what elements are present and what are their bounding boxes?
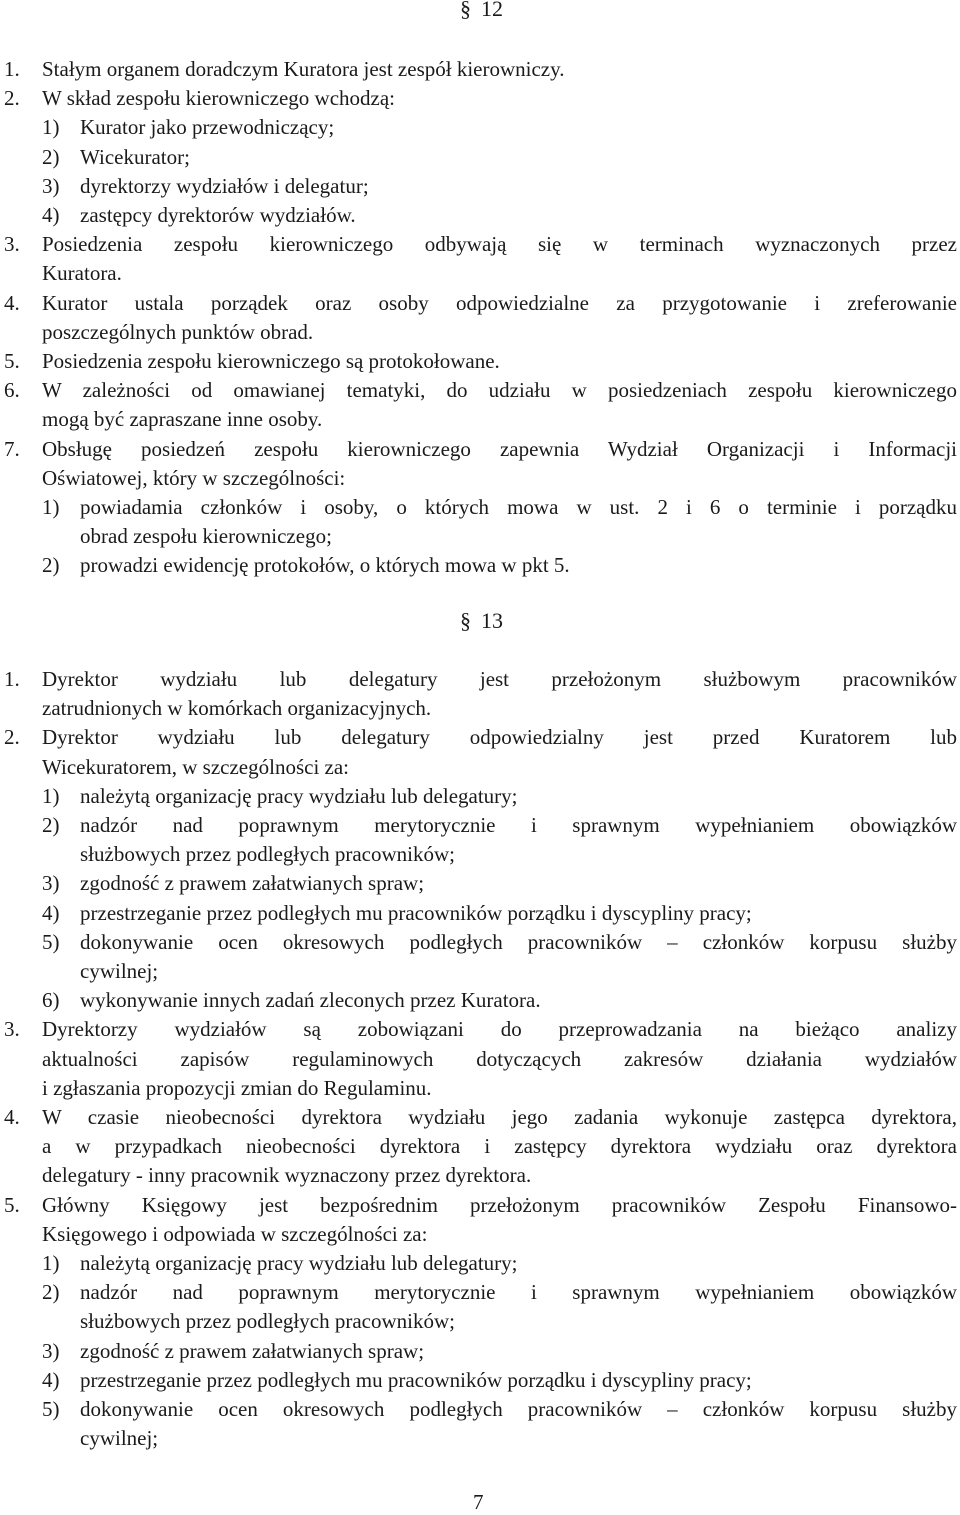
item-number: 3. — [4, 232, 20, 257]
item-text-line: Główny Księgowy jest bezpośrednim przełożonym pracowników Zespołu Finansowo- — [42, 1192, 957, 1217]
item-text-line: Kurator ustala porządek oraz osoby odpowiedzialne za przygotowanie i zreferowanie — [42, 290, 957, 315]
section-symbol: § — [460, 608, 471, 633]
item-text-line: mogą być zapraszane inne osoby. — [42, 407, 323, 432]
item-text-line: Obsługę posiedzeń zespołu kierowniczego zapewnia Wydział Organizacji i Informacji — [42, 436, 957, 461]
subitem-number: 2) — [42, 144, 60, 169]
subitem-text-line: zastępcy dyrektorów wydziałów. — [80, 203, 356, 227]
subitem-text-line: należytą organizację pracy wydziału lub delegatury; — [80, 783, 518, 808]
subitem-number: 3) — [42, 1338, 60, 1363]
subitem-number: 4) — [42, 1367, 60, 1392]
item-number: 3. — [4, 1017, 20, 1042]
item-text-line: Posiedzenia zespołu kierowniczego są protokołowane. — [42, 349, 500, 373]
item-number: 5. — [4, 349, 20, 373]
subitem-text-line: dokonywanie ocen okresowych podległych pracowników – członków korpusu służby — [80, 1397, 957, 1421]
item-number: 1. — [4, 667, 20, 691]
subitem-text-line: przestrzeganie przez podległych mu pracowników porządku i dyscypliny pracy; — [80, 1367, 752, 1392]
item-text-line: Kuratora. — [42, 261, 122, 286]
item-text-line: Dyrektor wydziału lub delegatury odpowiedzialny jest przed Kuratorem lub — [42, 725, 957, 750]
subitem-number: 2) — [42, 813, 60, 837]
subitem-text-line: dokonywanie ocen okresowych podległych pracowników – członków korpusu służby — [80, 929, 957, 954]
item-text-line: Księgowego i odpowiada w szczególności za: — [42, 1221, 428, 1246]
item-text-line: delegatury - inny pracownik wyznaczony przez dyrektora. — [42, 1163, 532, 1188]
subitem-number: 5) — [42, 929, 60, 954]
item-text-line: i zgłaszania propozycji zmian do Regulaminu. — [42, 1075, 432, 1100]
item-number: 2. — [4, 86, 20, 111]
item-number: 5. — [4, 1192, 20, 1217]
item-text-line: a w przypadkach nieobecności dyrektora i zastępcy dyrektora wydziału oraz dyrektora — [42, 1134, 957, 1159]
subitem-number: 2) — [42, 1280, 60, 1305]
item-number: 2. — [4, 725, 20, 750]
subitem-text-line: obrad zespołu kierowniczego; — [80, 524, 332, 549]
page-number: 7 — [473, 1490, 484, 1514]
subitem-number: 3) — [42, 173, 60, 198]
subitem-number: 1) — [42, 783, 60, 808]
item-text-line: Oświatowej, który w szczególności: — [42, 465, 346, 490]
subitem-text-line: służbowych przez podległych pracowników; — [80, 842, 455, 867]
item-number: 6. — [4, 378, 20, 403]
item-text-line: W skład zespołu kierowniczego wchodzą: — [42, 86, 395, 111]
subitem-text-line: przestrzeganie przez podległych mu pracowników porządku i dyscypliny pracy; — [80, 900, 752, 925]
item-text-line: W zależności od omawianej tematyki, do udziału w posiedzeniach zespołu kierowniczego — [42, 378, 957, 403]
section-number: 12 — [481, 0, 503, 21]
subitem-text-line: służbowych przez podległych pracowników; — [80, 1309, 455, 1334]
item-text-line: Posiedzenia zespołu kierowniczego odbywają się w terminach wyznaczonych przez — [42, 232, 957, 257]
section-symbol: § — [460, 0, 471, 21]
section-13-heading — [460, 608, 503, 634]
subitem-number: 6) — [42, 988, 60, 1013]
item-text-line: zatrudnionych w komórkach organizacyjnych. — [42, 696, 432, 721]
item-text-line: W czasie nieobecności dyrektora wydziału jego zadania wykonuje zastępca dyrektora, — [42, 1105, 957, 1129]
item-text-line: Wicekuratorem, w szczególności za: — [42, 754, 350, 779]
item-text-line: Dyrektor wydziału lub delegatury jest przełożonym służbowym pracowników — [42, 667, 957, 691]
subitem-text-line: cywilnej; — [80, 959, 159, 983]
subitem-text-line: powiadamia członków i osoby, o których mowa w ust. 2 i 6 o terminie i porządku — [80, 495, 957, 519]
subitem-text-line: nadzór nad poprawnym merytorycznie i sprawnym wypełnianiem obowiązków — [80, 813, 957, 837]
subitem-number: 1) — [42, 1251, 60, 1275]
subitem-text-line: zgodność z prawem załatwianych spraw; — [80, 1338, 425, 1363]
item-number: 1. — [4, 57, 20, 81]
subitem-text-line: wykonywanie innych zadań zleconych przez Kuratora. — [80, 988, 541, 1013]
subitem-text-line: dyrektorzy wydziałów i delegatur; — [80, 173, 369, 198]
item-number: 4. — [4, 1105, 20, 1129]
section-12-heading — [460, 0, 503, 22]
subitem-text-line: prowadzi ewidencję protokołów, o których mowa w pkt 5. — [80, 553, 570, 578]
subitem-number: 5) — [42, 1397, 60, 1421]
subitem-number: 4) — [42, 900, 60, 925]
subitem-number: 3) — [42, 871, 60, 896]
item-text-line: Stałym organem doradczym Kuratora jest zespół kierowniczy. — [42, 57, 565, 81]
subitem-text-line: cywilnej; — [80, 1426, 159, 1451]
item-number: 7. — [4, 436, 20, 461]
subitem-text-line: zgodność z prawem załatwianych spraw; — [80, 871, 425, 896]
subitem-number: 2) — [42, 553, 60, 578]
subitem-text-line: nadzór nad poprawnym merytorycznie i sprawnym wypełnianiem obowiązków — [80, 1280, 957, 1305]
subitem-text-line: należytą organizację pracy wydziału lub delegatury; — [80, 1251, 518, 1275]
subitem-number: 4) — [42, 203, 60, 227]
subitem-text-line: Wicekurator; — [80, 144, 190, 169]
item-text-line: aktualności zapisów regulaminowych dotyczących zakresów działania wydziałów — [42, 1046, 957, 1071]
subitem-number: 1) — [42, 115, 60, 140]
item-text-line: poszczególnych punktów obrad. — [42, 319, 314, 344]
subitem-text-line: Kurator jako przewodniczący; — [80, 115, 335, 140]
item-text-line: Dyrektorzy wydziałów są zobowiązani do przeprowadzania na bieżąco analizy — [42, 1017, 957, 1042]
section-number: 13 — [481, 608, 503, 633]
item-number: 4. — [4, 290, 20, 315]
subitem-number: 1) — [42, 495, 60, 519]
